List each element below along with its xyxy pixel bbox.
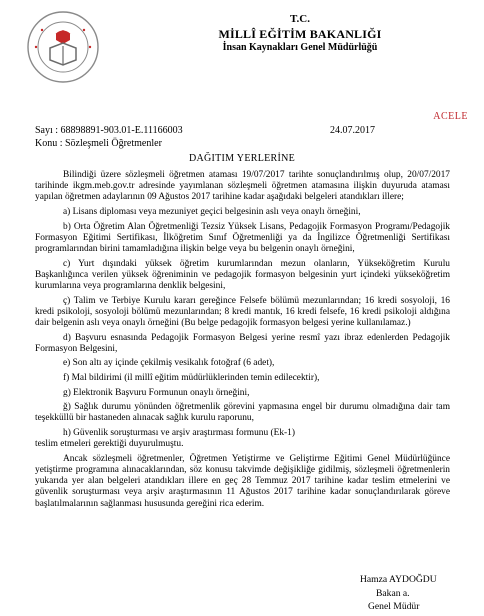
urgent-label: ACELE xyxy=(433,111,468,122)
list-item-c-cedilla: ç) Talim ve Terbiye Kurulu kararı gereğince Felsefe bölümü mezunlarından; 16 kredi sosyoloji, 16 kredi psikoloji, sosyoloji bölümü mezunlarından; 8 kredi mantık, 16 kredi felsefe, 16 kredi psikoloji aldığına dair belgenin aslı veya onaylı örneğini (Bu belge pedagojik formasyon belgesi yerine kullanılamaz.) xyxy=(35,295,450,328)
distribution-heading: DAĞITIM YERLERİNE xyxy=(188,153,296,164)
body-paragraph: Bilindiği üzere sözleşmeli öğretmen ataması 19/07/2017 tarihte sonuçlandırılmış olup, 20/07/2017 tarihinde ikgm.meb.gov.tr adresinde yayımlanan sözleşmeli öğretmen atamasına ilişkin duyuruda ataması yapılan öğretmen adaylarının 09 Ağustos 2017 tarihine kadar aşağıdaki belgeleri atandıkları illere; xyxy=(35,170,450,203)
list-item-h: h) Güvenlik soruşturması ve arşiv araştırması formunu (Ek-1) xyxy=(63,427,295,438)
list-item-f: f) Mal bildirimi (il millî eğitim müdürlüklerinden temin edilecektir), xyxy=(63,372,320,383)
list-item-c: c) Yurt dışındaki yüksek öğretim kurumlarından mezun olanların, Yükseköğretim Kurulu Başkanlığınca verilen yüksek öğreniminin ve pedagojik formasyon belgesinin yurt içindeki yükseköğretim kurumlarına veya programlarına denklik belgesini, xyxy=(35,258,450,291)
body-paragraph: Ancak sözleşmeli öğretmenler, Öğretmen Yetiştirme ve Geliştirme Eğitimi Genel Müdürlüğünce yetiştirme programına alınacaklarından, söz konusu takvimde değişikliğe gidilmiş, sözleşmeli öğretmenlerin yukarıda yer alan belgeleri atandıkları illere en geç 28 Temmuz 2017 tarihine kadar teslim etmelerini ve güvenlik soruşturması veya arşiv araştırmasının 11 Ağustos 2017 tarihine kadar sonuçlandırılarak göreve başlatılmalarının sağlanması hususunda gereğini rica ederim. xyxy=(35,453,450,509)
list-item-g-breve: ğ) Sağlık durumu yönünden öğretmenlik görevini yapmasına engel bir durumu olmadığına dair tam teşekküllü bir hastaneden alınacak sağlık kurulu raporunu, xyxy=(35,402,450,424)
document-number: Sayı : 68898891-903.01-E.11166003 xyxy=(35,125,183,136)
signature-name: Hamza AYDOĞDU xyxy=(360,574,437,585)
document-body xyxy=(35,170,450,513)
list-item-g: g) Elektronik Başvuru Formunun onaylı örneğini, xyxy=(63,387,250,398)
list-item-d: d) Başvuru esnasında Pedagojik Formasyon Belgesi yerine resmî yazı ibraz edenlerden Pedagojik Formasyon Belgesini, xyxy=(35,332,450,354)
signature-title: Genel Müdür xyxy=(368,601,420,612)
header-ministry: MİLLÎ EĞİTİM BAKANLIĞI xyxy=(218,27,382,41)
document-subject: Konu : Sözleşmeli Öğretmenler xyxy=(35,138,162,149)
header-tc: T.C. xyxy=(290,13,310,25)
list-item-b: b) Orta Öğretim Alan Öğretmenliği Tezsiz Yüksek Lisans, Pedagojik Formasyon Programı/Pedagojik Formasyon Eğitimi Sertifikası, İlköğretim Sınıf Öğretmenliği ya da İngilizce Öğretmenliği Sertifikası programlarından birini tamamladığına ilişkin belge veya bu belgenin onaylı örneğini, xyxy=(35,221,450,254)
body-paragraph: teslim etmeleri gerektiği duyurulmuştu. xyxy=(35,439,184,450)
signature-title: Bakan a. xyxy=(376,588,410,599)
list-item-a: a) Lisans diploması veya mezuniyet geçici belgesinin aslı veya onaylı örneğini, xyxy=(63,207,361,217)
document-date: 24.07.2017 xyxy=(330,125,375,136)
list-item-e: e) Son altı ay içinde çekilmiş vesikalık fotoğraf (6 adet), xyxy=(63,358,275,369)
header-directorate: İnsan Kaynakları Genel Müdürlüğü xyxy=(222,42,378,53)
